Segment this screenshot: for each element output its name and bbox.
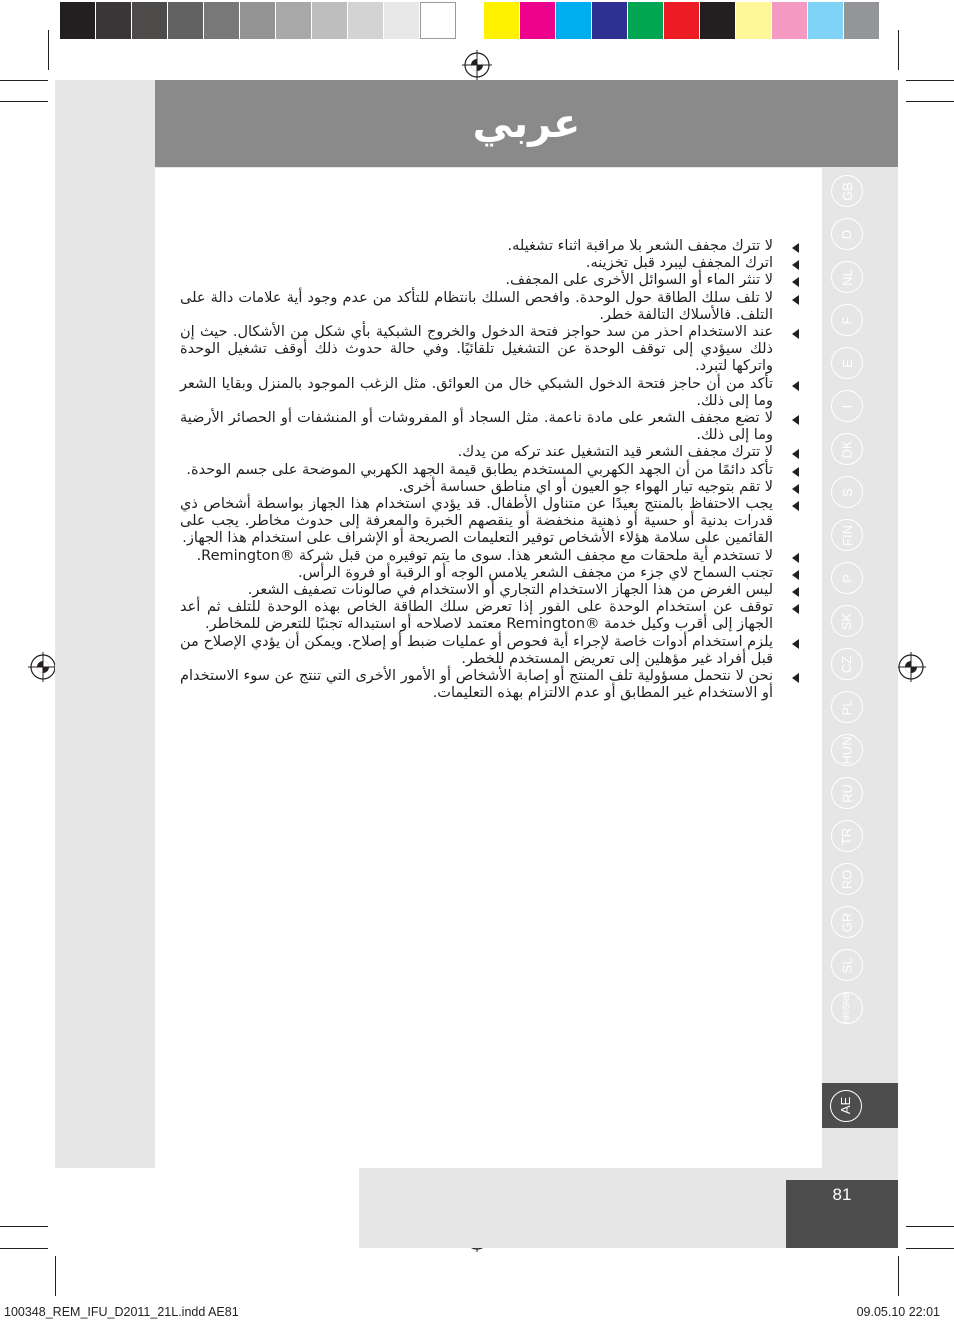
language-tab-label: D xyxy=(839,229,855,239)
crop-mark xyxy=(906,101,954,102)
crop-mark xyxy=(906,80,954,81)
language-tab-tr[interactable] xyxy=(831,820,863,852)
language-tab-i[interactable] xyxy=(831,390,863,422)
process-color-swatch xyxy=(772,2,808,39)
language-tab-cz[interactable] xyxy=(831,648,863,680)
warning-item xyxy=(180,290,783,324)
gray-swatch xyxy=(276,2,312,39)
language-tab-nl[interactable] xyxy=(831,261,863,293)
warning-text: ليس الغرض من هذا الجهاز الاستخدام التجاري أو الاستخدام في صالونات تصفيف الشعر. xyxy=(247,582,773,599)
warning-item xyxy=(180,582,783,599)
crop-mark xyxy=(906,1248,954,1249)
language-tab-dk[interactable] xyxy=(831,433,863,465)
page-number: 81 xyxy=(832,1185,852,1204)
gray-swatch xyxy=(60,2,96,39)
language-tab-f[interactable] xyxy=(831,304,863,336)
language-tab-gb[interactable] xyxy=(831,175,863,207)
warning-item xyxy=(180,496,783,548)
warning-item xyxy=(180,272,783,289)
gray-swatch xyxy=(384,2,420,39)
language-tab-label: TR xyxy=(839,827,855,845)
print-slug-file xyxy=(4,1305,239,1319)
warning-item xyxy=(180,565,783,582)
crop-mark xyxy=(0,1226,48,1227)
language-tab-d[interactable] xyxy=(831,218,863,250)
language-tab-label: SL xyxy=(839,957,855,973)
warning-item xyxy=(180,376,783,410)
warning-item xyxy=(180,255,783,272)
language-tab-hun[interactable] xyxy=(831,734,863,766)
safety-warnings-list xyxy=(180,238,783,702)
language-tab-hr-srb[interactable] xyxy=(831,992,863,1024)
warning-item xyxy=(180,668,783,702)
registration-mark-icon xyxy=(28,652,58,682)
language-tab-ru[interactable] xyxy=(831,777,863,809)
language-tab-label: F xyxy=(839,316,855,324)
crop-mark xyxy=(55,1256,56,1296)
language-tab-label: HUN xyxy=(839,735,855,765)
crop-mark xyxy=(0,80,48,81)
crop-mark xyxy=(0,1248,48,1249)
warning-text: نحن لا نتحمل مسؤولية تلف المنتج أو إصابة الأشخاص أو الأمور الأخرى التي تنتج عن سوء الاستخدام أو الاستخدام غير المطابق أو عدم الالتزام بهذه التعليمات. xyxy=(180,668,773,702)
language-tab-label: RU xyxy=(839,783,855,803)
language-tabs xyxy=(831,175,863,1035)
crop-mark xyxy=(906,1226,954,1227)
warning-item xyxy=(180,444,783,461)
footer-date-label: 09.05.10 22:01 xyxy=(856,1305,940,1319)
gray-swatch xyxy=(96,2,132,39)
warning-text: لا تترك مجفف الشعر قيد التشغيل عند تركه من يدك. xyxy=(457,444,773,461)
registration-mark-icon xyxy=(462,50,492,80)
warning-text: لا تضع مجفف الشعر على مادة ناعمة. مثل السجاد أو المفروشات أو المنشفات أو الحصائر الأرضية وما إلى ذلك. xyxy=(180,410,773,444)
language-tab-p[interactable] xyxy=(831,562,863,594)
warning-text: تأكد من أن حاجز فتحة الدخول الشبكي خال من العوائق. مثل الزغب الموجود بالمنزل وبقايا الشعر وما إلى ذلك. xyxy=(180,375,773,409)
language-tab-s[interactable] xyxy=(831,476,863,508)
process-color-swatch xyxy=(628,2,664,39)
crop-mark xyxy=(898,30,899,70)
warning-item xyxy=(180,238,783,255)
process-color-swatch xyxy=(664,2,700,39)
warning-text: تأكد دائمًا من أن الجهد الكهربي المستخدم يطابق قيمة الجهد الكهربي الموضحة على جسم الوحدة. xyxy=(186,461,773,478)
crop-mark xyxy=(898,1256,899,1296)
language-tab-label: SK xyxy=(839,612,855,630)
warning-text: اترك المجفف ليبرد قبل تخزينه. xyxy=(585,255,773,272)
warning-item xyxy=(180,599,783,633)
warning-item xyxy=(180,324,783,376)
process-color-swatch xyxy=(592,2,628,39)
language-tab-label: P xyxy=(839,573,855,583)
language-tab-label: HR/SRB xyxy=(842,992,852,1024)
warning-item xyxy=(180,479,783,496)
warning-text: توقف عن استخدام الوحدة على الفور إذا تعرض سلك الطاقة الخاص بهذه الوحدة للتلف ثم أعد الجهاز إلى أقرب وكيل خدمة ®Remington معتمد لاصلاحه أو استبداله تجنبًا للتعرض للمخاطر. xyxy=(180,599,773,633)
language-tab-sk[interactable] xyxy=(831,605,863,637)
crop-mark xyxy=(48,30,49,70)
warning-text: لا تترك مجفف الشعر بلا مراقبة اثناء تشغيله. xyxy=(507,238,773,254)
language-tab-label: GR xyxy=(839,912,855,932)
gray-swatch xyxy=(348,2,384,39)
language-tab-label: PL xyxy=(839,699,855,715)
gray-swatch xyxy=(240,2,276,39)
language-tab-label: E xyxy=(839,358,855,368)
warning-text: لا تلف سلك الطاقة حول الوحدة. وافحص السلك بانتظام للتأكد من عدم وجود أية علامات دالة على التلف. فالأسلاك التالفة خطر. xyxy=(180,289,773,323)
language-tab-label: I xyxy=(839,404,855,408)
warning-item xyxy=(180,548,783,565)
language-tab-sl[interactable] xyxy=(831,949,863,981)
print-slug-date xyxy=(857,1305,940,1319)
process-color-swatch xyxy=(700,2,736,39)
active-language-tab[interactable] xyxy=(822,1083,898,1128)
warning-text: يجب الاحتفاظ بالمنتج بعيدًا عن متناول الأطفال. قد يؤدي استخدام هذا الجهاز بواسطة أشخاص ذي قدرات بدنية أو حسية أو ذهنية منخفضة أو ينقصهم الخبرة والمعرفة إلى حدوث مخاطر. يجب على القائمين على سلامة هؤلاء الأشخاص توفير التعليمات الصريحة أو الإشراف على استخدام هذا الجهاز. xyxy=(180,496,773,547)
page-frame-left xyxy=(55,80,155,1170)
warning-text: لا تنثر الماء أو السوائل الأخرى على المجفف. xyxy=(505,272,773,289)
language-tab-label: RO xyxy=(839,869,855,889)
process-color-swatch xyxy=(484,2,520,39)
warning-text: لا تستخدم أية ملحقات مع مجفف الشعر هذا. سوى ما يتم توفيره من قبل شركة ®Remington. xyxy=(196,547,773,564)
warning-text: لا تقم بتوجيه تيار الهواء جو العيون أو اي مناطق حساسة أخرى. xyxy=(398,478,773,495)
process-color-swatch xyxy=(844,2,880,39)
page-number-box xyxy=(786,1180,898,1248)
color-swatches xyxy=(484,2,880,39)
section-title: عربي xyxy=(472,100,581,147)
process-color-swatch xyxy=(736,2,772,39)
warning-item xyxy=(180,634,783,668)
warning-text: يلزم استخدام أدوات خاصة لإجراء أية فحوص أو عمليات ضبط أو إصلاح. ويمكن أن يؤدي الإصلاح من قبل أفراد غير مؤهلين إلى تعريض المستخدم للخطر. xyxy=(180,633,773,667)
warning-item xyxy=(180,410,783,444)
language-tab-label: FIN xyxy=(839,524,855,546)
language-tab-label: DK xyxy=(839,439,855,459)
crop-mark xyxy=(0,101,48,102)
gray-swatch xyxy=(420,2,456,39)
gray-swatch xyxy=(312,2,348,39)
footer-file-label: 100348_REM_IFU_D2011_21L.indd AE81 xyxy=(4,1305,239,1319)
active-language-label: AE xyxy=(838,1096,854,1115)
process-color-swatch xyxy=(808,2,844,39)
language-tab-ro[interactable] xyxy=(831,863,863,895)
language-tab-gr[interactable] xyxy=(831,906,863,938)
language-tab-label: NL xyxy=(839,268,855,286)
grayscale-swatches xyxy=(60,2,456,39)
page-frame-bottom-blank xyxy=(55,1168,359,1248)
section-title-bar xyxy=(155,80,898,167)
language-tab-ae[interactable] xyxy=(830,1090,862,1122)
process-color-swatch xyxy=(520,2,556,39)
warning-text: تجنب السماح لاي جزء من مجفف الشعر يلامس الوجه أو الرقبة أو فروة الرأس. xyxy=(297,564,773,581)
language-tab-fin[interactable] xyxy=(831,519,863,551)
language-tab-e[interactable] xyxy=(831,347,863,379)
language-tab-label: CZ xyxy=(839,655,855,673)
language-tab-label: S xyxy=(839,487,855,497)
gray-swatch xyxy=(204,2,240,39)
warning-text: عند الاستخدام احذر من سد حواجز فتحة الدخول والخروج الشبكية بأي شكل من الأشكال. حيث إن ذلك سيؤدي إلى توقف الوحدة عن التشغيل تلقائيًا. وفي حالة حدوث ذلك أوقف تشغيل الوحدة واتركها لتبرد. xyxy=(180,324,773,375)
process-color-swatch xyxy=(556,2,592,39)
gray-swatch xyxy=(132,2,168,39)
language-tab-pl[interactable] xyxy=(831,691,863,723)
registration-mark-icon xyxy=(896,652,926,682)
language-tab-label: GB xyxy=(839,181,855,201)
warning-item xyxy=(180,462,783,479)
gray-swatch xyxy=(168,2,204,39)
